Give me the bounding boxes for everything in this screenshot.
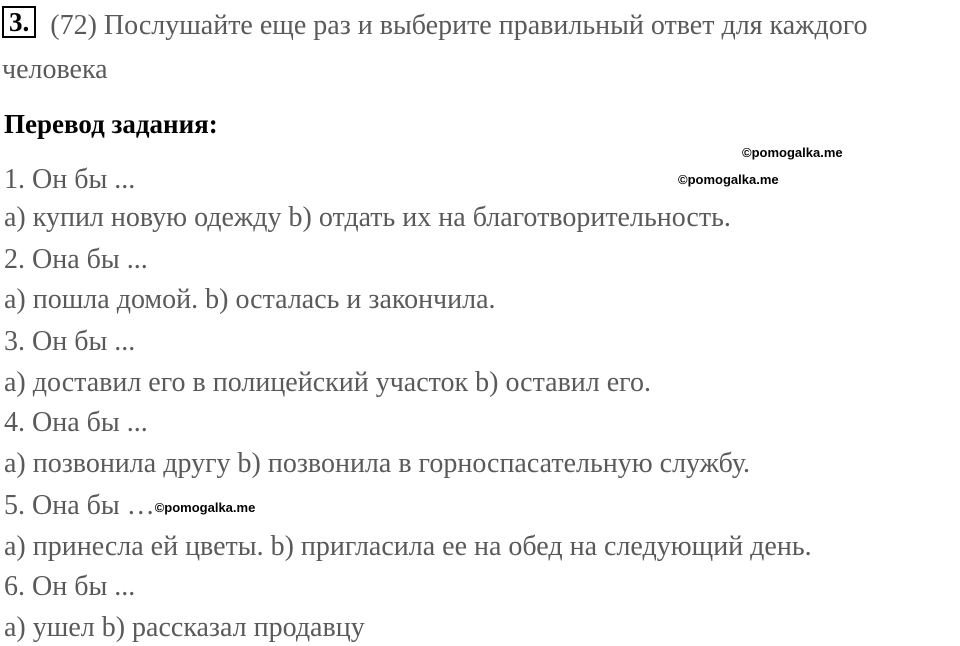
answer-options-6: a) ушел b) рассказал продавцу: [4, 612, 365, 643]
question-6: 6. Он бы ...: [4, 571, 136, 602]
answer-options-3: a) доставил его в полицейский участок b) оставил его.: [4, 367, 651, 398]
question-3: 3. Он бы ...: [4, 326, 136, 357]
watermark: ©pomogalka.me: [742, 145, 843, 160]
watermark: ©pomogalka.me: [678, 172, 779, 187]
question-1: 1. Он бы ...: [4, 164, 136, 195]
watermark: ©pomogalka.me: [154, 500, 256, 515]
question-5: 5. Она бы …: [4, 490, 155, 521]
answer-options-4: a) позвонила другу b) позвонила в горноспасательную службу.: [4, 448, 751, 479]
question-5-row: [4, 488, 255, 526]
task-header: [2, 4, 958, 92]
question-2: 2. Она бы ...: [4, 244, 148, 275]
answer-options-1: a) купил новую одежду b) отдать их на благотворительность.: [4, 202, 731, 233]
answer-options-2: a) пошла домой. b) осталась и закончила.: [4, 284, 496, 315]
question-4: 4. Она бы ...: [4, 407, 148, 438]
answer-options-5: a) принесла ей цветы. b) пригласила ее на обед на следующий день.: [4, 531, 812, 562]
task-instruction: (72) Послушайте еще раз и выберите правильный ответ для каждого человека: [2, 10, 868, 85]
task-number-box: 3.: [2, 6, 36, 38]
section-title: Перевод задания:: [4, 109, 218, 139]
